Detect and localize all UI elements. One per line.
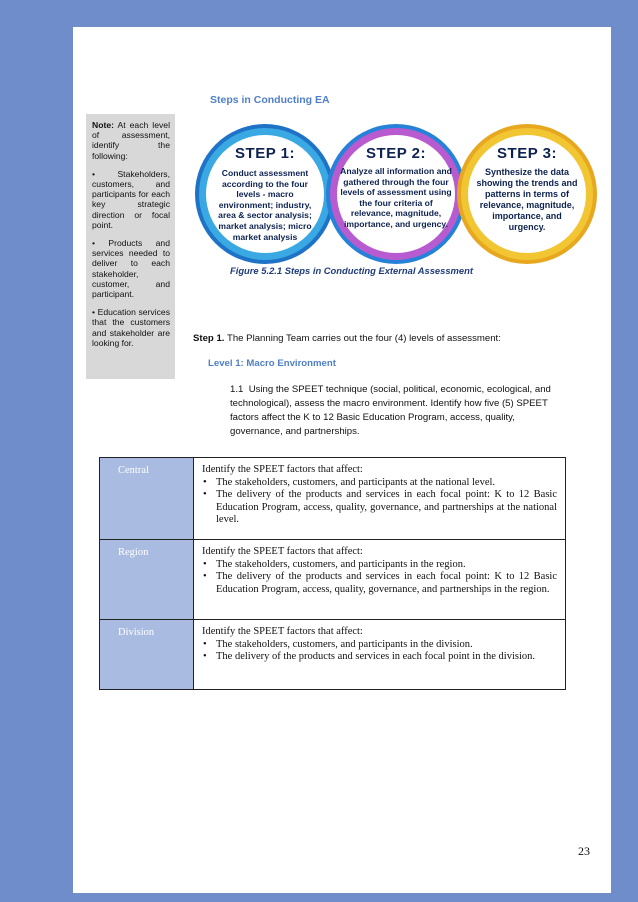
note-intro-text: At each level of assessment, identify the following: (92, 120, 170, 161)
table-row (100, 540, 566, 620)
step1-label: Step 1. (193, 333, 225, 344)
step1-circle (195, 124, 335, 264)
level1-heading: Level 1: Macro Environment (208, 358, 336, 369)
bullet-item: • The stakeholders, customers, and participants in the division. (216, 639, 557, 652)
paragraph-1-1 (230, 383, 565, 439)
row-lead: Identify the SPEET factors that affect: (202, 626, 363, 637)
row-bullets (202, 639, 557, 664)
note-item: • Education services that the customers and stakeholder are looking for. (92, 307, 170, 348)
row-content (194, 540, 566, 620)
step1-text: Conduct assessment according to the four levels - macro environment; industry, area & sector analysis; market analysis; micro market analysis (218, 168, 312, 242)
step1-text: The Planning Team carries out the four (4) levels of assessment: (226, 333, 501, 344)
row-label: Central (100, 458, 194, 540)
row-label: Division (100, 620, 194, 690)
row-label: Region (100, 540, 194, 620)
step3-title: STEP 3: (497, 145, 557, 162)
speet-table (99, 457, 566, 690)
note-label: Note: (92, 120, 114, 130)
bullet-item: • The stakeholders, customers, and participants at the national level. (216, 477, 557, 490)
paragraph-text: Using the SPEET technique (social, political, economic, ecological, and technological), assess the macro environment. Identify how five (5) SPEET factors affect the K to 12 Basic Education Program, access, quality, governance, and partnerships. (230, 384, 551, 437)
step2-circle (326, 124, 466, 264)
note-item: • Products and services needed to deliver to each stakeholder, customer, and participant. (92, 238, 170, 300)
row-content (194, 458, 566, 540)
step2-title: STEP 2: (366, 145, 426, 162)
figure-caption: Figure 5.2.1 Steps in Conducting External Assessment (230, 265, 473, 276)
table-row (100, 458, 566, 540)
step2-text: Analyze all information and gathered through the four levels of assessment using the four criteria of relevance, magnitude, importance, and urgency. (340, 166, 452, 229)
bullet-item: • The delivery of the products and services in each focal point: K to 12 Basic Education Program, access, quality, governance, and partnerships in the region. (216, 571, 557, 596)
row-lead: Identify the SPEET factors that affect: (202, 464, 363, 475)
section-heading: Steps in Conducting EA (210, 94, 330, 106)
note-box (86, 114, 175, 379)
step3-text: Synthesize the data showing the trends and patterns in terms of relevance, magnitude, importance, and urgency. (476, 167, 578, 232)
table-row (100, 620, 566, 690)
note-intro (92, 120, 170, 161)
row-bullets (202, 559, 557, 597)
bullet-item: • The delivery of the products and services in each focal point: K to 12 Basic Education Program, access, quality, governance, and partnerships at the national level. (216, 489, 557, 527)
row-bullets (202, 477, 557, 527)
note-item: • Stakeholders, customers, and participants for each key strategic direction or focal point. (92, 168, 170, 230)
page-number: 23 (578, 844, 590, 858)
row-lead: Identify the SPEET factors that affect: (202, 546, 363, 557)
paragraph-number: 1.1 (230, 384, 244, 395)
row-content (194, 620, 566, 690)
step1-statement (193, 333, 501, 344)
bullet-item: • The stakeholders, customers, and participants in the region. (216, 559, 557, 572)
bullet-item: • The delivery of the products and services in each focal point in the division. (216, 651, 557, 664)
step3-circle (457, 124, 597, 264)
step1-title: STEP 1: (235, 145, 295, 162)
